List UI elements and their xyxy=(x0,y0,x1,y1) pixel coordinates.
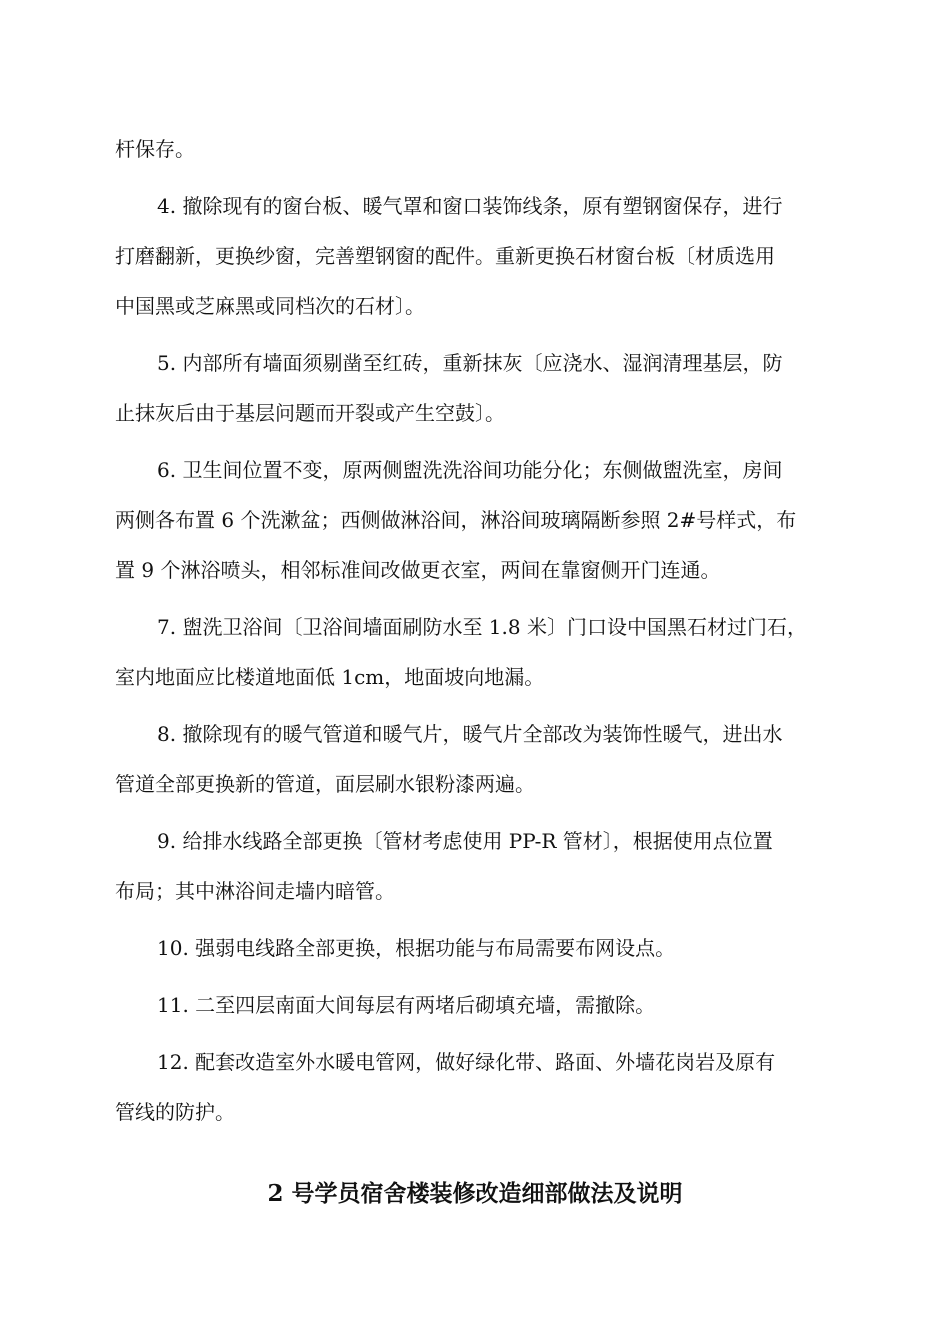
item-8-line-2: 管道全部更换新的管道，面层刷水银粉漆两遍。 xyxy=(115,772,535,796)
item-4-line-1: 4. 撤除现有的窗台板、暖气罩和窗口装饰线条，原有塑钢窗保存，进行 xyxy=(157,194,783,218)
item-4-line-3: 中国黑或芝麻黑或同档次的石材〕。 xyxy=(115,294,425,318)
item-8-line-1: 8. 撤除现有的暖气管道和暖气片，暖气片全部改为装饰性暖气，进出水 xyxy=(157,722,783,746)
item-12-line-2: 管线的防护。 xyxy=(115,1100,235,1124)
item-5-line-2: 止抹灰后由于基层问题而开裂或产生空鼓〕。 xyxy=(115,401,505,425)
item-7-line-2: 室内地面应比楼道地面低 1cm，地面坡向地漏。 xyxy=(115,665,545,689)
item-7-line-1: 7. 盥洗卫浴间〔卫浴间墙面刷防水至 1.8 米〕门口设中国黑石材过门石， xyxy=(157,615,807,639)
item-9-line-1: 9. 给排水线路全部更换〔管材考虑使用 PP-R 管材〕，根据使用点位置 xyxy=(157,829,773,853)
item-6-line-2: 两侧各布置 6 个洗漱盆；西侧做淋浴间，淋浴间玻璃隔断参照 2#号样式，布 xyxy=(115,508,797,532)
item-12-line-1: 12. 配套改造室外水暖电管网，做好绿化带、路面、外墙花岗岩及原有 xyxy=(157,1050,776,1074)
item-9-line-2: 布局；其中淋浴间走墙内暗管。 xyxy=(115,879,395,903)
section-title: 2 号学员宿舍楼装修改造细部做法及说明 xyxy=(267,1180,683,1207)
text-line-1: 杆保存。 xyxy=(115,137,195,161)
item-6-line-3: 置 9 个淋浴喷头，相邻标准间改做更衣室，两间在靠窗侧开门连通。 xyxy=(115,558,721,582)
item-6-line-1: 6. 卫生间位置不变，原两侧盥洗洗浴间功能分化；东侧做盥洗室，房间 xyxy=(157,458,783,482)
item-5-line-1: 5. 内部所有墙面须剔凿至红砖，重新抹灰〔应浇水、湿润清理基层，防 xyxy=(157,351,783,375)
item-11-line-1: 11. 二至四层南面大间每层有两堵后砌填充墙，需撤除。 xyxy=(157,993,656,1017)
item-4-line-2: 打磨翻新，更换纱窗，完善塑钢窗的配件。重新更换石材窗台板〔材质选用 xyxy=(115,244,775,268)
item-10-line-1: 10. 强弱电线路全部更换，根据功能与布局需要布网设点。 xyxy=(157,936,676,960)
